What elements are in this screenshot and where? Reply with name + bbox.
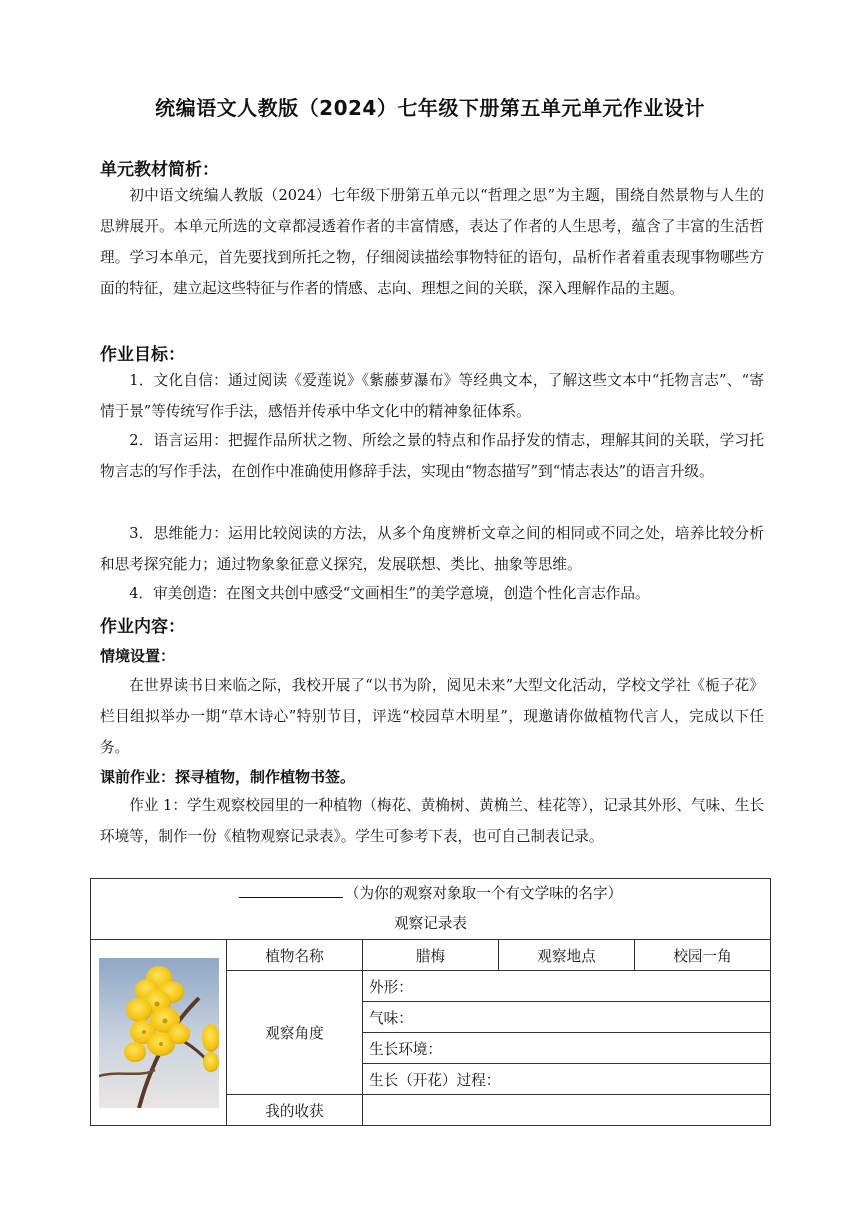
wintersweet-flower-photo — [99, 958, 219, 1108]
harvest-value[interactable] — [363, 1095, 771, 1126]
content-heading: 作业内容： — [100, 617, 185, 637]
goal-item-4: 4．审美创造：在图文共创中感受“文画相生”的美学意境，创造个性化言志作品。 — [129, 585, 650, 602]
goal-item-2: 2．语言运用：把握作品所状之物、所绘之景的特点和作品抒发的情志，理解其间的关联，学习托物言志的写作手法，在创作中准确使用修辞手法，实现由“物态描写”到“情志表达”的语言升级。 — [100, 432, 764, 480]
observation-record-table — [90, 878, 771, 1126]
angle-growth[interactable]: 生长（开花）过程： — [363, 1064, 771, 1095]
angle-smell[interactable]: 气味： — [363, 1002, 771, 1033]
plant-photo-cell — [91, 940, 227, 1126]
angle-label: 观察角度 — [227, 971, 363, 1095]
location-value[interactable]: 校园一角 — [635, 940, 771, 971]
table-caption: 观察记录表 — [394, 915, 468, 932]
analysis-heading: 单元教材简析： — [100, 160, 219, 180]
location-label: 观察地点 — [499, 940, 635, 971]
scenario-heading: 情境设置： — [100, 647, 176, 665]
analysis-paragraph: 初中语文统编人教版（2024）七年级下册第五单元以“哲理之思”为主题，围绕自然景物与人生的思辨展开。本单元所选的文章都浸透着作者的丰富情感，表达了作者的人生思考，蕴含了丰富的生活哲理。学习本单元，首先要找到所托之物，仔细阅读描绘事物特征的语句，品析作者着重表现事物哪些方面的特征，建立起这些特征与作者的情感、志向、理想之间的关联，深入理解作品的主题。 — [100, 187, 764, 297]
table-header-note: （为你的观察对象取一个有文学味的名字） — [344, 885, 623, 902]
document-title: 统编语文人教版（2024）七年级下册第五单元单元作业设计 — [155, 96, 705, 120]
goal-item-3: 3．思维能力：运用比较阅读的方法，从多个角度辨析文章之间的相同或不同之处，培养比较分析和思考探究能力；通过物象象征意义探究，发展联想、类比、抽象等思维。 — [100, 525, 764, 573]
pre-task-heading: 课前作业：探寻植物，制作植物书签。 — [100, 768, 356, 786]
harvest-label: 我的收获 — [227, 1095, 363, 1126]
scenario-paragraph: 在世界读书日来临之际，我校开展了“以书为阶，阅见未来”大型文化活动，学校文学社《栀子花》栏目组拟举办一期“草木诗心”特别节目，评选“校园草木明星”，现邀请你做植物代言人，完成以下任务。 — [100, 677, 764, 756]
angle-environment[interactable]: 生长环境： — [363, 1033, 771, 1064]
goals-heading: 作业目标： — [100, 345, 185, 365]
plant-name-label: 植物名称 — [227, 940, 363, 971]
task1-paragraph: 作业 1：学生观察校园里的一种植物（梅花、黄桷树、黄桷兰、桂花等），记录其外形、气味、生长环境等，制作一份《植物观察记录表》。学生可参考下表，也可自己制表记录。 — [100, 797, 764, 845]
goal-item-1: 1．文化自信：通过阅读《爱莲说》《紫藤萝瀑布》等经典文本，了解这些文本中“托物言志”、“寄情于景”等传统写作手法，感悟并传承中华文化中的精神象征体系。 — [100, 372, 764, 420]
plant-name-value[interactable]: 腊梅 — [363, 940, 499, 971]
table-header-cell — [91, 879, 771, 940]
name-blank-line[interactable] — [239, 883, 343, 898]
angle-appearance[interactable]: 外形： — [363, 971, 771, 1002]
